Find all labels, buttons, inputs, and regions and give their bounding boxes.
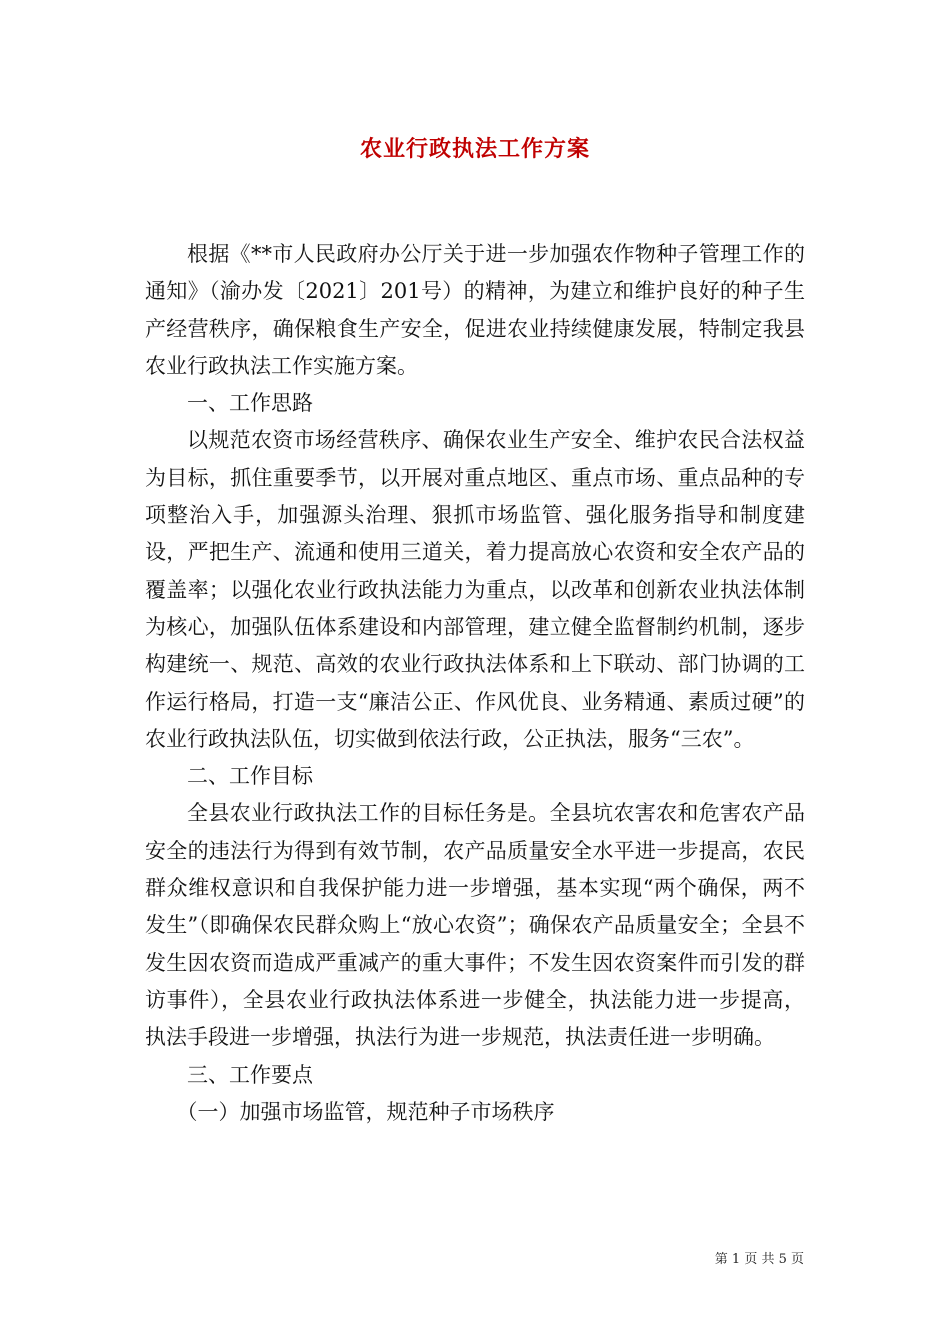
document-title: 农业行政执法工作方案 (359, 136, 590, 162)
section-heading-work-goals: 二、工作目标 (187, 764, 313, 789)
document-body (145, 236, 805, 1131)
page-number-footer: 第 1 页 共 5 页 (714, 1252, 804, 1267)
intro-paragraph: 根据《**市人民政府办公厅关于进一步加强农作物种子管理工作的通知》（渝办发〔2021〕201号）的精神，为建立和维护良好的种子生产经营秩序，确保粮食生产安全，促进农业持续健康发展，特制定我县农业行政执法工作实施方案。 (145, 242, 805, 378)
subsection-heading-market-supervision: （一）加强市场监管，规范种子市场秩序 (176, 1099, 555, 1124)
section-heading-work-approach: 一、工作思路 (187, 391, 313, 416)
work-approach-paragraph: 以规范农资市场经营秩序、确保农业生产安全、维护农民合法权益为目标，抓住重要季节，以开展对重点地区、重点市场、重点品种的专项整治入手，加强源头治理、狠抓市场监管、强化服务指导和制度建设，严把生产、流通和使用三道关，着力提高放心农资和安全农产品的覆盖率；以强化农业行政执法能力为重点，以改革和创新农业执法体制为核心，加强队伍体系建设和内部管理，建立健全监督制约机制，逐步构建统一、规范、高效的农业行政执法体系和上下联动、部门协调的工作运行格局，打造一支“廉洁公正、作风优良、业务精通、素质过硬”的农业行政执法队伍，切实做到依法行政，公正执法，服务“三农”。 (145, 428, 805, 751)
section-heading-work-points: 三、工作要点 (187, 1062, 313, 1087)
work-goals-paragraph: 全县农业行政执法工作的目标任务是。全县坑农害农和危害农产品安全的违法行为得到有效节制，农产品质量安全水平进一步提高，农民群众维权意识和自我保护能力进一步增强，基本实现“两个确保，两不发生”（即确保农民群众购上“放心农资”；确保农产品质量安全；全县不发生因农资而造成严重减产的重大事件；不发生因农资案件而引发的群访事件），全县农业行政执法体系进一步健全，执法能力进一步提高，执法手段进一步增强，执法行为进一步规范，执法责任进一步明确。 (145, 801, 805, 1050)
